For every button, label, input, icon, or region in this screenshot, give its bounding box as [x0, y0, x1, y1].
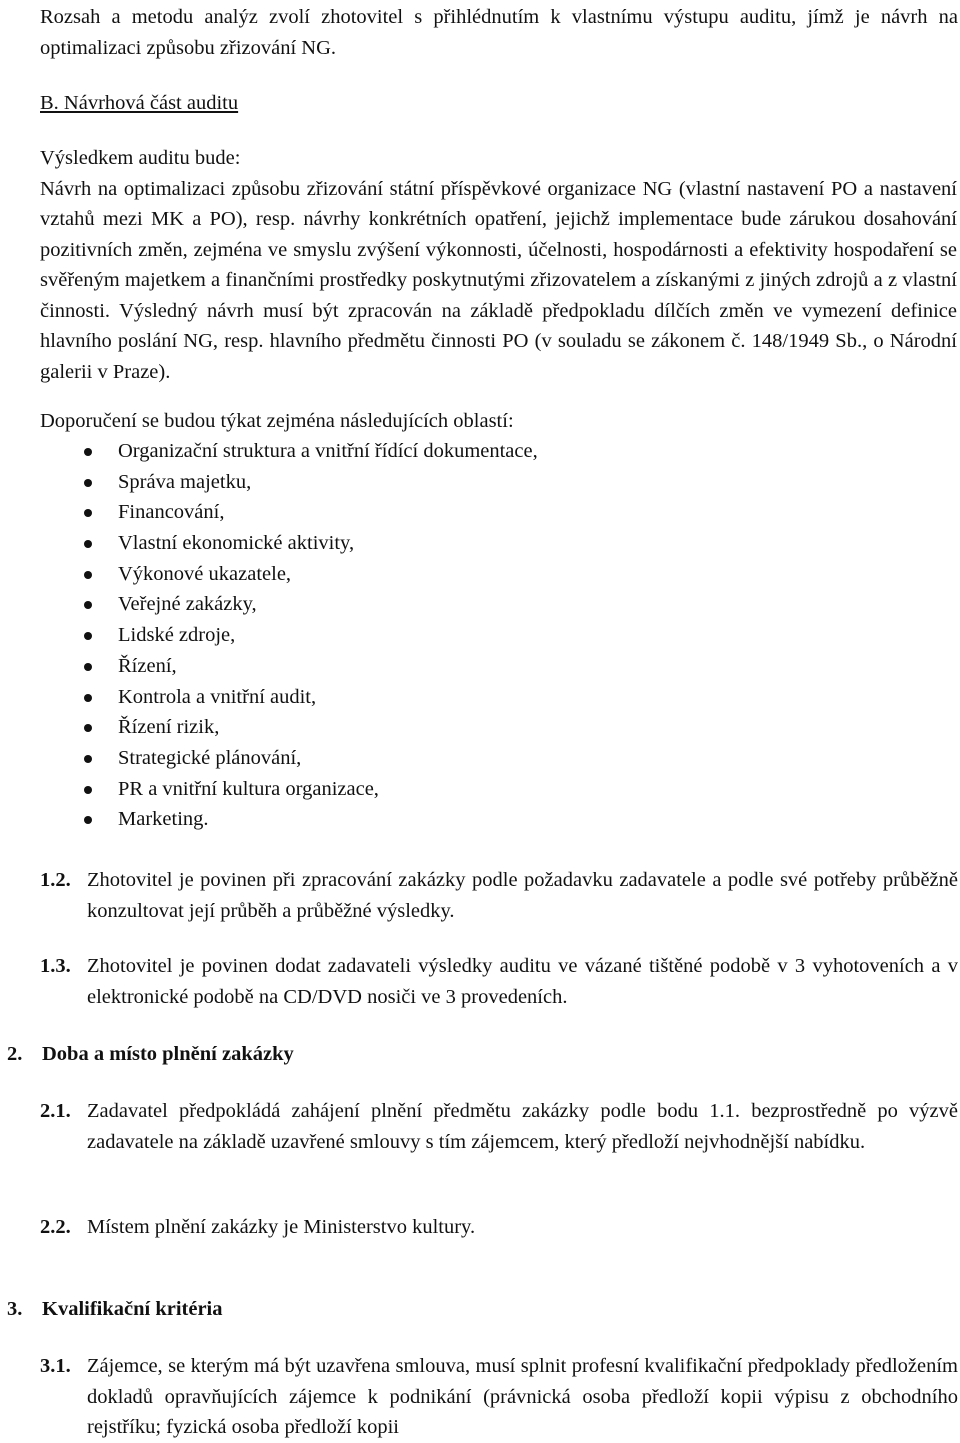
section-number: 2. — [7, 1043, 23, 1065]
bullet-icon — [84, 694, 92, 702]
list-item-label: Výkonové ukazatele, — [118, 562, 292, 585]
intro-paragraph: Rozsah a metodu analýz zvolí zhotovitel s přihlédnutím k vlastnímu výstupu auditu, jímž je návrh na optimalizaci způsobu zřizování NG. — [40, 6, 958, 59]
section-title: Doba a místo plnění zakázky — [42, 1043, 294, 1065]
bullet-icon — [84, 479, 92, 487]
bullet-icon — [84, 786, 92, 794]
item-1-2 — [40, 865, 958, 926]
results-title: Výsledkem auditu bude: — [40, 147, 241, 169]
item-3-1 — [40, 1351, 958, 1443]
bullet-icon — [84, 601, 92, 609]
item-text: Zadavatel předpokládá zahájení plnění předmětu zakázky podle bodu 1.1. bezprostředně po výzvě zadavatele na základě uzavřené smlouvy s tím zájemcem, který předloží nejvhodnější nabídku. — [87, 1100, 958, 1153]
item-text: Zhotovitel je povinen dodat zadavateli výsledky auditu ve vázané tištěné podobě v 3 vyhotoveních a v elektronické podobě na CD/DVD nosiči ve 3 provedeních. — [87, 955, 958, 1008]
results-body: Návrh na optimalizaci způsobu zřizování státní příspěvkové organizace NG (vlastní nastavení PO a nastavení vztahů mezi MK a PO), resp. návrhy konkrétních opatření, jejichž implementace bude zárukou dosahování pozitivních změn, zejména ve smyslu zvýšení výkonnosti, účelnosti, hospodárnosti a efektivity hospodaření se svěřeným majetkem a finančními prostředky poskytnutými zřizovatelem a získanými z jiných zdrojů a z vlastní činnosti. Výsledný návrh musí být zpracován na základě předpokladu dílčích změn ve vymezení definice hlavního poslání NG, resp. hlavního předmětu činnosti PO (v souladu se zákonem č. 148/1949 Sb., o Národní galerii v Praze). — [40, 177, 957, 383]
list-item — [0, 528, 538, 559]
list-item — [0, 467, 538, 498]
list-item — [0, 743, 538, 774]
bullet-icon — [84, 448, 92, 456]
bullet-icon — [84, 816, 92, 824]
bullet-icon — [84, 755, 92, 763]
bullet-icon — [84, 509, 92, 517]
bullet-icon — [84, 724, 92, 732]
list-item — [0, 651, 538, 682]
areas-intro: Doporučení se budou týkat zejména následujících oblastí: — [40, 410, 514, 432]
list-item-label: Organizační struktura a vnitřní řídící dokumentace, — [118, 440, 538, 462]
list-item — [0, 712, 538, 743]
item-1-3 — [40, 951, 958, 1012]
list-item-label: Veřejné zakázky, — [118, 593, 257, 616]
item-text: Místem plnění zakázky je Ministerstvo kultury. — [87, 1216, 476, 1238]
list-item-label: Marketing. — [118, 808, 209, 831]
item-number: 2.2. — [40, 1216, 71, 1238]
section-number: 3. — [7, 1298, 23, 1320]
list-item-label: Správa majetku, — [118, 470, 252, 493]
item-2-2 — [40, 1212, 958, 1243]
item-2-1 — [40, 1096, 958, 1157]
item-text: Zájemce, se kterým má být uzavřena smlouva, musí splnit profesní kvalifikační předpoklady předložením dokladů opravňujících zájemce k podnikání (právnická osoba předloží kopii výpisu z obchodního rejstříku; fyzická osoba předloží kopii — [87, 1355, 958, 1438]
results-paragraph — [40, 143, 957, 387]
item-number: 1.2. — [40, 869, 71, 891]
section-title: Kvalifikační kritéria — [42, 1298, 223, 1320]
list-item — [0, 497, 538, 528]
bullet-icon — [84, 663, 92, 671]
list-item — [0, 804, 538, 835]
item-number: 3.1. — [40, 1355, 71, 1377]
bullet-icon — [84, 540, 92, 548]
list-item-label: Strategické plánování, — [118, 746, 302, 769]
list-item — [0, 620, 538, 651]
list-item — [0, 559, 538, 590]
item-text: Zhotovitel je povinen při zpracování zakázky podle požadavku zadavatele a podle své potřeby průběžně konzultovat její průběh a průběžné výsledky. — [87, 869, 958, 922]
bullet-icon — [84, 571, 92, 579]
item-number: 2.1. — [40, 1100, 71, 1122]
bullet-icon — [84, 632, 92, 640]
list-item-label: Řízení, — [118, 654, 177, 677]
list-item — [0, 774, 538, 805]
list-item-label: Lidské zdroje, — [118, 624, 236, 647]
list-item-label: Vlastní ekonomické aktivity, — [118, 532, 355, 555]
list-item — [0, 682, 538, 713]
list-item-label: PR a vnitřní kultura organizace, — [118, 777, 379, 800]
list-item-label: Kontrola a vnitřní audit, — [118, 685, 317, 708]
areas-list — [0, 436, 538, 835]
list-item-label: Řízení rizik, — [118, 716, 220, 739]
list-item-label: Financování, — [118, 501, 225, 524]
section-b-heading: B. Návrhová část auditu — [40, 92, 239, 114]
list-item — [0, 436, 538, 467]
item-number: 1.3. — [40, 955, 71, 977]
list-item — [0, 589, 538, 620]
